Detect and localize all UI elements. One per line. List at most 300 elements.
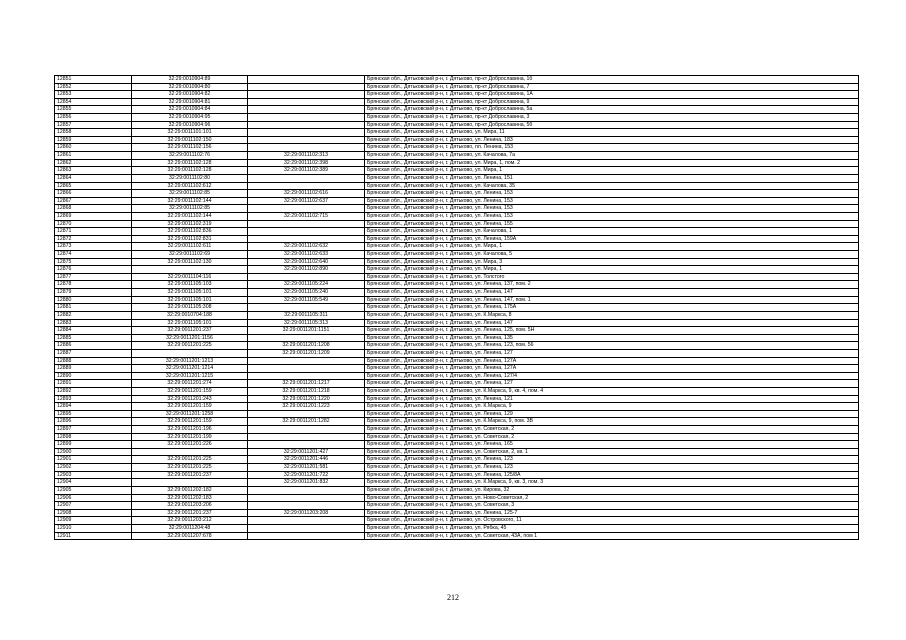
row-number-cell: 12897 [55, 426, 132, 434]
cadastral-number-cell: 32:29:0010904:81 [132, 98, 248, 106]
cadastral-number-cell: 32:29:0011102:831 [132, 235, 248, 243]
address-cell: Брянская обл., Дятьковский р-н, г. Дятьково, ул. Ленина, 153 [365, 190, 859, 198]
row-number-cell: 12901 [55, 456, 132, 464]
address-cell: Брянская обл., Дятьковский р-н, г. Дятьково, ул. Советская, 2 [365, 433, 859, 441]
table-row [55, 76, 859, 84]
row-number-cell: 12878 [55, 281, 132, 289]
cadastral-number-cell: 32:29:0011201:159 [132, 418, 248, 426]
address-cell: Брянская обл., Дятьковский р-н, г. Дятьково, ул. Качалова, 7а [365, 152, 859, 160]
cadastral-number-cell: 32:29:0011102:150 [132, 136, 248, 144]
row-number-cell: 12894 [55, 403, 132, 411]
address-cell: Брянская обл., Дятьковский р-н, г. Дятьково, ул. Советская, 3 [365, 502, 859, 510]
building-cadastral-number-cell [248, 433, 365, 441]
table-row [55, 471, 859, 479]
table-row [55, 387, 859, 395]
table-row [55, 441, 859, 449]
row-number-cell: 12868 [55, 205, 132, 213]
building-cadastral-number-cell [248, 372, 365, 380]
registry-table-body [55, 76, 859, 540]
table-row [55, 486, 859, 494]
building-cadastral-number-cell: 32:29:0011105:224 [248, 281, 365, 289]
table-row [55, 517, 859, 525]
building-cadastral-number-cell: 32:29:0011105:313 [248, 319, 365, 327]
row-number-cell: 12876 [55, 266, 132, 274]
cadastral-number-cell: 32:29:0011102:144 [132, 197, 248, 205]
table-row [55, 464, 859, 472]
table-row [55, 83, 859, 91]
table-row [55, 212, 859, 220]
row-number-cell: 12896 [55, 418, 132, 426]
building-cadastral-number-cell: 32:29:0011201:581 [248, 464, 365, 472]
row-number-cell: 12869 [55, 212, 132, 220]
cadastral-number-cell: 32:29:0011201:225 [132, 456, 248, 464]
address-cell: Брянская обл., Дятьковский р-н, г. Дятьково, ул. Ленина, 155 [365, 220, 859, 228]
address-cell: Брянская обл., Дятьковский р-н, г. Дятьково, ул. Ленина, 165 [365, 441, 859, 449]
row-number-cell: 12853 [55, 91, 132, 99]
building-cadastral-number-cell [248, 273, 365, 281]
address-cell: Брянская обл., Дятьковский р-н, г. Дятьково, пр-кт Доброславина, 1А [365, 91, 859, 99]
table-row [55, 433, 859, 441]
cadastral-number-cell: 32:29:0011105:308 [132, 304, 248, 312]
cadastral-number-cell: 32:29:0010904:84 [132, 106, 248, 114]
building-cadastral-number-cell: 32:29:0011102:637 [248, 197, 365, 205]
cadastral-number-cell: 32:29:0011202:183 [132, 494, 248, 502]
address-cell: Брянская обл., Дятьковский р-н, г. Дятьково, ул. К.Маркса, 8 [365, 311, 859, 319]
building-cadastral-number-cell [248, 502, 365, 510]
table-row [55, 479, 859, 487]
building-cadastral-number-cell [248, 106, 365, 114]
building-cadastral-number-cell: 32:29:0011201:446 [248, 456, 365, 464]
building-cadastral-number-cell [248, 235, 365, 243]
address-cell: Брянская обл., Дятьковский р-н, г. Дятьково, ул. Ленина, 153 [365, 212, 859, 220]
row-number-cell: 12856 [55, 114, 132, 122]
row-number-cell: 12898 [55, 433, 132, 441]
table-row [55, 403, 859, 411]
cadastral-number-cell: 32:29:0011102:69 [132, 251, 248, 259]
cadastral-number-cell: 32:29:0011201:196 [132, 426, 248, 434]
cadastral-number-cell: 32:29:0011102:144 [132, 212, 248, 220]
table-row [55, 258, 859, 266]
cadastral-number-cell [132, 479, 248, 487]
address-cell: Брянская обл., Дятьковский р-н, г. Дятьково, ул. Мира, 3 [365, 258, 859, 266]
building-cadastral-number-cell: 32:29:0011201:1217 [248, 380, 365, 388]
table-row [55, 349, 859, 357]
cadastral-number-cell [132, 349, 248, 357]
cadastral-number-cell: 32:29:0011202:182 [132, 486, 248, 494]
table-row [55, 91, 859, 99]
row-number-cell: 12888 [55, 357, 132, 365]
building-cadastral-number-cell [248, 304, 365, 312]
row-number-cell: 12904 [55, 479, 132, 487]
address-cell: Брянская обл., Дятьковский р-н, г. Дятьково, ул. К.Маркса, 9 [365, 403, 859, 411]
building-cadastral-number-cell [248, 114, 365, 122]
address-cell: Брянская обл., Дятьковский р-н, г. Дятьково, ул. Ленина, 127 [365, 380, 859, 388]
address-cell: Брянская обл., Дятьковский р-н, г. Дятьково, пр-кт Доброславина, 5а [365, 106, 859, 114]
table-row [55, 152, 859, 160]
cadastral-number-cell: 32:29:0011102:319 [132, 220, 248, 228]
table-row [55, 114, 859, 122]
building-cadastral-number-cell [248, 91, 365, 99]
table-row [55, 418, 859, 426]
cadastral-number-cell: 32:29:0011201:237 [132, 509, 248, 517]
row-number-cell: 12874 [55, 251, 132, 259]
building-cadastral-number-cell: 32:29:0011201:1209 [248, 349, 365, 357]
table-row [55, 532, 859, 540]
cadastral-number-cell: 32:29:0011201:1214 [132, 365, 248, 373]
building-cadastral-number-cell: 32:29:0011102:313 [248, 152, 365, 160]
cadastral-number-cell: 32:29:0011201:226 [132, 441, 248, 449]
row-number-cell: 12903 [55, 471, 132, 479]
table-row [55, 174, 859, 182]
building-cadastral-number-cell: 32:29:0011201:1223 [248, 403, 365, 411]
address-cell: Брянская обл., Дятьковский р-н, г. Дятьково, ул. Ленина, 127А [365, 357, 859, 365]
table-row [55, 296, 859, 304]
address-cell: Брянская обл., Дятьковский р-н, г. Дятьково, ул. Ленина, 137, пом. 2 [365, 281, 859, 289]
table-row [55, 205, 859, 213]
row-number-cell: 12872 [55, 235, 132, 243]
table-row [55, 98, 859, 106]
building-cadastral-number-cell: 32:29:0011201:832 [248, 479, 365, 487]
row-number-cell: 12906 [55, 494, 132, 502]
table-row [55, 136, 859, 144]
table-row [55, 365, 859, 373]
cadastral-number-cell: 32:29:0011201:225 [132, 464, 248, 472]
address-cell: Брянская обл., Дятьковский р-н, г. Дятьково, ул. Ленина, 125/8А [365, 471, 859, 479]
address-cell: Брянская обл., Дятьковский р-н, г. Дятьково, ул. Советская, 43А, пом 1 [365, 532, 859, 540]
building-cadastral-number-cell [248, 441, 365, 449]
table-row [55, 311, 859, 319]
row-number-cell: 12910 [55, 524, 132, 532]
table-row [55, 197, 859, 205]
address-cell: Брянская обл., Дятьковский р-н, г. Дятьково, пл. Ленина, 153 [365, 144, 859, 152]
table-row [55, 448, 859, 456]
cadastral-number-cell: 32:29:0011101:101 [132, 129, 248, 137]
table-row [55, 334, 859, 342]
table-row [55, 426, 859, 434]
cadastral-number-cell: 32:29:0011201:225 [132, 342, 248, 350]
building-cadastral-number-cell: 32:29:0011102:398 [248, 159, 365, 167]
building-cadastral-number-cell [248, 121, 365, 129]
row-number-cell: 12882 [55, 311, 132, 319]
building-cadastral-number-cell [248, 220, 365, 228]
address-cell: Брянская обл., Дятьковский р-н, г. Дятьково, пр-кт Доброславина, 7 [365, 83, 859, 91]
row-number-cell: 12892 [55, 387, 132, 395]
row-number-cell: 12877 [55, 273, 132, 281]
cadastral-number-cell: 32:29:0011201:1215 [132, 372, 248, 380]
row-number-cell: 12858 [55, 129, 132, 137]
cadastral-number-cell: 32:29:0011201:159 [132, 387, 248, 395]
address-cell: Брянская обл., Дятьковский р-н, г. Дятьково, ул. Ленина, 123, пом. 56 [365, 342, 859, 350]
table-row [55, 182, 859, 190]
address-cell: Брянская обл., Дятьковский р-н, г. Дятьково, ул. Островского, 11 [365, 517, 859, 525]
row-number-cell: 12879 [55, 289, 132, 297]
cadastral-number-cell: 32:29:0011105:103 [132, 281, 248, 289]
row-number-cell: 12864 [55, 174, 132, 182]
building-cadastral-number-cell [248, 83, 365, 91]
cadastral-number-cell: 32:29:0011102:85 [132, 190, 248, 198]
address-cell: Брянская обл., Дятьковский р-н, г. Дятьково, пр-кт Доброславина, 9 [365, 98, 859, 106]
table-row [55, 243, 859, 251]
address-cell: Брянская обл., Дятьковский р-н, г. Дятьково, ул. Качалова, 5 [365, 251, 859, 259]
building-cadastral-number-cell [248, 357, 365, 365]
cadastral-number-cell: 32:29:0010904:89 [132, 76, 248, 84]
address-cell: Брянская обл., Дятьковский р-н, г. Дятьково, ул. Ленина, 125-7 [365, 509, 859, 517]
building-cadastral-number-cell [248, 517, 365, 525]
cadastral-number-cell: 32:29:0011102:611 [132, 243, 248, 251]
building-cadastral-number-cell: 32:29:0011203:208 [248, 509, 365, 517]
cadastral-number-cell: 32:29:0011102:156 [132, 144, 248, 152]
cadastral-number-cell: 32:29:0011102:76 [132, 152, 248, 160]
cadastral-number-cell [132, 448, 248, 456]
address-cell: Брянская обл., Дятьковский р-н, г. Дятьково, ул. Кирова, 32 [365, 486, 859, 494]
table-row [55, 319, 859, 327]
row-number-cell: 12911 [55, 532, 132, 540]
address-cell: Брянская обл., Дятьковский р-н, г. Дятьково, ул. Ленина, 135 [365, 334, 859, 342]
row-number-cell: 12873 [55, 243, 132, 251]
row-number-cell: 12867 [55, 197, 132, 205]
table-row [55, 524, 859, 532]
cadastral-number-cell: 32:29:0011102:85 [132, 205, 248, 213]
cadastral-number-cell: 32:29:0011201:237 [132, 327, 248, 335]
row-number-cell: 12860 [55, 144, 132, 152]
cadastral-number-cell: 32:29:0011102:130 [132, 258, 248, 266]
building-cadastral-number-cell [248, 136, 365, 144]
address-cell: Брянская обл., Дятьковский р-н, г. Дятьково, ул. Ленина, 147 [365, 289, 859, 297]
building-cadastral-number-cell: 32:29:0011201:1282 [248, 418, 365, 426]
table-row [55, 251, 859, 259]
building-cadastral-number-cell [248, 524, 365, 532]
address-cell: Брянская обл., Дятьковский р-н, г. Дятьково, ул. Ленина, 121 [365, 395, 859, 403]
row-number-cell: 12900 [55, 448, 132, 456]
row-number-cell: 12909 [55, 517, 132, 525]
address-cell: Брянская обл., Дятьковский р-н, г. Дятьково, ул. Ленина, 147, пом. 1 [365, 296, 859, 304]
table-row [55, 228, 859, 236]
row-number-cell: 12880 [55, 296, 132, 304]
table-row [55, 129, 859, 137]
row-number-cell: 12866 [55, 190, 132, 198]
row-number-cell: 12890 [55, 372, 132, 380]
cadastral-number-cell: 32:29:0010904:95 [132, 114, 248, 122]
address-cell: Брянская обл., Дятьковский р-н, г. Дятьково, ул. Ленина, 159А [365, 235, 859, 243]
building-cadastral-number-cell: 32:29:0011102:640 [248, 258, 365, 266]
row-number-cell: 12883 [55, 319, 132, 327]
row-number-cell: 12863 [55, 167, 132, 175]
cadastral-number-cell: 32:29:0011201:1156 [132, 334, 248, 342]
address-cell: Брянская обл., Дятьковский р-н, г. Дятьково, ул. Ленина, 147 [365, 319, 859, 327]
address-cell: Брянская обл., Дятьковский р-н, г. Дятьково, ул. К.Маркса, 9, кв. 4, пом. 4 [365, 387, 859, 395]
row-number-cell: 12870 [55, 220, 132, 228]
building-cadastral-number-cell: 32:29:0011102:890 [248, 266, 365, 274]
building-cadastral-number-cell [248, 174, 365, 182]
cadastral-number-cell: 32:29:0011203:206 [132, 502, 248, 510]
address-cell: Брянская обл., Дятьковский р-н, г. Дятьково, ул. Качалова, 1 [365, 228, 859, 236]
page-number: 212 [447, 593, 459, 602]
building-cadastral-number-cell: 32:29:0011201:722 [248, 471, 365, 479]
address-cell: Брянская обл., Дятьковский р-н, г. Дятьково, ул. Ленина, 125, пом. 5Н [365, 327, 859, 335]
address-cell: Брянская обл., Дятьковский р-н, г. Дятьково, ул. Ленина, 127 [365, 349, 859, 357]
address-cell: Брянская обл., Дятьковский р-н, г. Дятьково, пр-кт Доброславина, 3 [365, 114, 859, 122]
table-row [55, 266, 859, 274]
cadastral-number-cell: 32:29:0011203:212 [132, 517, 248, 525]
row-number-cell: 12908 [55, 509, 132, 517]
address-cell: Брянская обл., Дятьковский р-н, г. Дятьково, ул. Ленина, 127/4 [365, 372, 859, 380]
table-row [55, 494, 859, 502]
building-cadastral-number-cell: 32:29:0011201:427 [248, 448, 365, 456]
cadastral-number-cell: 32:29:0011104:116 [132, 273, 248, 281]
table-row [55, 395, 859, 403]
building-cadastral-number-cell [248, 182, 365, 190]
address-cell: Брянская обл., Дятьковский р-н, г. Дятьково, ул. Ленина, 123 [365, 456, 859, 464]
table-row [55, 121, 859, 129]
table-row [55, 281, 859, 289]
table-row [55, 304, 859, 312]
table-row [55, 289, 859, 297]
row-number-cell: 12851 [55, 76, 132, 84]
table-row [55, 357, 859, 365]
row-number-cell: 12859 [55, 136, 132, 144]
address-cell: Брянская обл., Дятьковский р-н, г. Дятьково, ул. Толстого [365, 273, 859, 281]
row-number-cell: 12854 [55, 98, 132, 106]
cadastral-number-cell: 32:29:0010904:80 [132, 83, 248, 91]
address-cell: Брянская обл., Дятьковский р-н, г. Дятьково, пр-кт Доброславина, 5б [365, 121, 859, 129]
building-cadastral-number-cell [248, 144, 365, 152]
address-cell: Брянская обл., Дятьковский р-н, г. Дятьково, пр-кт Доброславина, 1б [365, 76, 859, 84]
row-number-cell: 12875 [55, 258, 132, 266]
row-number-cell: 12862 [55, 159, 132, 167]
building-cadastral-number-cell: 32:29:0011201:1151 [248, 327, 365, 335]
building-cadastral-number-cell: 32:29:0011201:1220 [248, 395, 365, 403]
address-cell: Брянская обл., Дятьковский р-н, г. Дятьково, ул. Ленина, 129 [365, 410, 859, 418]
building-cadastral-number-cell [248, 76, 365, 84]
address-cell: Брянская обл., Дятьковский р-н, г. Дятьково, ул. Ленина, 183 [365, 136, 859, 144]
table-row [55, 273, 859, 281]
building-cadastral-number-cell: 32:29:0011102:633 [248, 251, 365, 259]
cadastral-number-cell: 32:29:0011201:237 [132, 471, 248, 479]
cadastral-number-cell: 32:29:0011105:101 [132, 319, 248, 327]
table-row [55, 372, 859, 380]
row-number-cell: 12855 [55, 106, 132, 114]
cadastral-number-cell: 32:29:0011102:80 [132, 174, 248, 182]
building-cadastral-number-cell: 32:29:0011102:389 [248, 167, 365, 175]
row-number-cell: 12884 [55, 327, 132, 335]
cadastral-number-cell: 32:29:0010904:82 [132, 91, 248, 99]
cadastral-number-cell: 32:29:0011201:1213 [132, 357, 248, 365]
row-number-cell: 12861 [55, 152, 132, 160]
address-cell: Брянская обл., Дятьковский р-н, г. Дятьково, ул. Мира, 1 [365, 266, 859, 274]
cadastral-number-cell: 32:29:0011204:48 [132, 524, 248, 532]
row-number-cell: 12871 [55, 228, 132, 236]
building-cadastral-number-cell [248, 410, 365, 418]
building-cadastral-number-cell [248, 494, 365, 502]
address-cell: Брянская обл., Дятьковский р-н, г. Дятьково, ул. Ленина, 153 [365, 197, 859, 205]
row-number-cell: 12907 [55, 502, 132, 510]
cadastral-number-cell: 32:29:0011102:128 [132, 159, 248, 167]
table-row [55, 327, 859, 335]
building-cadastral-number-cell [248, 129, 365, 137]
table-row [55, 342, 859, 350]
cadastral-number-cell: 32:29:0011201:1258 [132, 410, 248, 418]
address-cell: Брянская обл., Дятьковский р-н, г. Дятьково, ул. Ленина, 123 [365, 464, 859, 472]
table-row [55, 220, 859, 228]
table-row [55, 144, 859, 152]
building-cadastral-number-cell [248, 532, 365, 540]
row-number-cell: 12852 [55, 83, 132, 91]
cadastral-number-cell: 32:29:0011201:159 [132, 403, 248, 411]
row-number-cell: 12893 [55, 395, 132, 403]
row-number-cell: 12865 [55, 182, 132, 190]
address-cell: Брянская обл., Дятьковский р-н, г. Дятьково, ул. Мира, 11 [365, 129, 859, 137]
table-row [55, 167, 859, 175]
row-number-cell: 12886 [55, 342, 132, 350]
address-cell: Брянская обл., Дятьковский р-н, г. Дятьково, ул. Ленина, 175А [365, 304, 859, 312]
table-row [55, 380, 859, 388]
address-cell: Брянская обл., Дятьковский р-н, г. Дятьково, ул. Мира, 1, пом. 2 [365, 159, 859, 167]
building-cadastral-number-cell [248, 426, 365, 434]
building-cadastral-number-cell: 32:29:0011102:632 [248, 243, 365, 251]
cadastral-number-cell: 32:29:0011102:128 [132, 167, 248, 175]
address-cell: Брянская обл., Дятьковский р-н, г. Дятьково, ул. Советская, 2, кв. 1 [365, 448, 859, 456]
building-cadastral-number-cell [248, 365, 365, 373]
building-cadastral-number-cell: 32:29:0011201:1218 [248, 387, 365, 395]
table-row [55, 502, 859, 510]
address-cell: Брянская обл., Дятьковский р-н, г. Дятьково, ул. Ново-Советская, 2 [365, 494, 859, 502]
table-row [55, 410, 859, 418]
building-cadastral-number-cell [248, 205, 365, 213]
address-cell: Брянская обл., Дятьковский р-н, г. Дятьково, ул. Советская, 2 [365, 426, 859, 434]
address-cell: Брянская обл., Дятьковский р-н, г. Дятьково, ул. К.Маркса, 9, пом. 3В [365, 418, 859, 426]
address-cell: Брянская обл., Дятьковский р-н, г. Дятьково, ул. К.Маркса, 9, кв. 3, пом. 3 [365, 479, 859, 487]
building-cadastral-number-cell: 32:29:0011105:240 [248, 289, 365, 297]
building-cadastral-number-cell: 32:29:0011105:311 [248, 311, 365, 319]
row-number-cell: 12881 [55, 304, 132, 312]
cadastral-number-cell: 32:29:0011207:678 [132, 532, 248, 540]
table-row [55, 235, 859, 243]
row-number-cell: 12889 [55, 365, 132, 373]
row-number-cell: 12902 [55, 464, 132, 472]
cadastral-number-cell [132, 266, 248, 274]
registry-table [54, 75, 859, 540]
address-cell: Брянская обл., Дятьковский р-н, г. Дятьково, ул. Мира, 1 [365, 167, 859, 175]
row-number-cell: 12899 [55, 441, 132, 449]
address-cell: Брянская обл., Дятьковский р-н, г. Дятьково, ул. Мира, 1 [365, 243, 859, 251]
address-cell: Брянская обл., Дятьковский р-н, г. Дятьково, ул. Качалова, 35 [365, 182, 859, 190]
row-number-cell: 12895 [55, 410, 132, 418]
cadastral-number-cell: 32:29:0011102:612 [132, 182, 248, 190]
row-number-cell: 12857 [55, 121, 132, 129]
cadastral-number-cell: 32:29:0011105:101 [132, 296, 248, 304]
table-row [55, 509, 859, 517]
table-row [55, 159, 859, 167]
building-cadastral-number-cell: 32:29:0011102:715 [248, 212, 365, 220]
table-row [55, 106, 859, 114]
building-cadastral-number-cell: 32:29:0011102:616 [248, 190, 365, 198]
building-cadastral-number-cell [248, 98, 365, 106]
cadastral-number-cell: 32:29:0011102:836 [132, 228, 248, 236]
table-row [55, 190, 859, 198]
cadastral-number-cell: 32:29:0011105:101 [132, 289, 248, 297]
building-cadastral-number-cell: 32:29:0011201:1208 [248, 342, 365, 350]
building-cadastral-number-cell: 32:29:0011105:549 [248, 296, 365, 304]
row-number-cell: 12885 [55, 334, 132, 342]
table-row [55, 456, 859, 464]
building-cadastral-number-cell [248, 486, 365, 494]
row-number-cell: 12905 [55, 486, 132, 494]
address-cell: Брянская обл., Дятьковский р-н, г. Дятьково, ул. Рябка, 45 [365, 524, 859, 532]
cadastral-number-cell: 32:29:0011201:243 [132, 395, 248, 403]
cadastral-number-cell: 32:29:0010904:96 [132, 121, 248, 129]
building-cadastral-number-cell [248, 334, 365, 342]
row-number-cell: 12887 [55, 349, 132, 357]
